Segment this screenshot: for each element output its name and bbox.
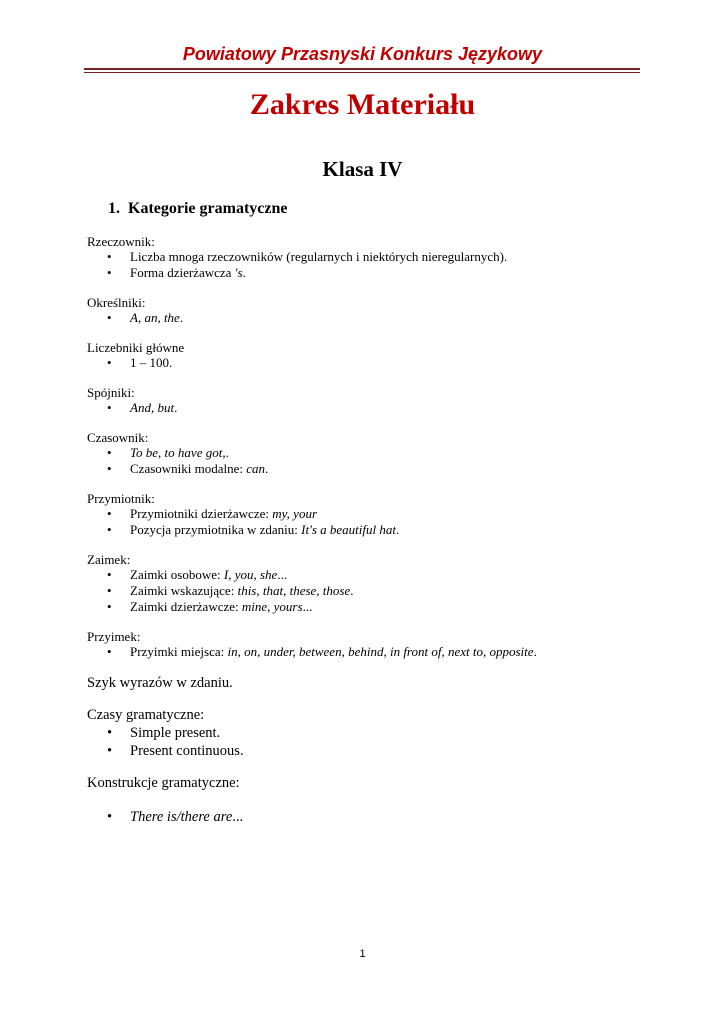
document-title: Zakres Materiału	[249, 88, 476, 121]
constructions-group	[87, 774, 647, 826]
item-trailing-text: ...	[277, 567, 288, 582]
item-text: Czasowniki modalne:	[130, 461, 247, 476]
bullet-item	[87, 400, 647, 416]
category-label: Określniki:	[87, 295, 146, 310]
constructions-spacer	[87, 792, 647, 808]
bullet-item	[87, 310, 647, 326]
category-items	[87, 310, 647, 326]
item-trailing-text: .	[174, 400, 178, 415]
category-items	[87, 400, 647, 416]
category-items	[87, 567, 647, 615]
item-text: Present continuous.	[130, 743, 244, 759]
category-group	[87, 430, 647, 477]
category-group	[87, 385, 647, 416]
bullet-item	[87, 808, 647, 826]
header-rule-thin	[84, 72, 640, 73]
item-trailing-text: .	[395, 522, 400, 537]
constructions-label: Konstrukcje gramatyczne:	[87, 775, 240, 791]
category-label: Liczebniki główne	[87, 340, 185, 355]
item-text: Zaimki wskazujące:	[130, 583, 238, 598]
item-italic-text: my, your	[272, 506, 318, 521]
category-label: Zaimek:	[87, 552, 131, 567]
item-italic-text: There is/there are	[130, 809, 233, 825]
bullet-item	[87, 742, 647, 760]
item-text: 1 – 100.	[130, 355, 173, 370]
item-text: Przyimki miejsca:	[130, 644, 228, 659]
tenses-list	[87, 724, 647, 760]
item-italic-text: in, on, under, between, behind, in front of, next to, opposite	[227, 644, 534, 659]
item-text: Pozycja przymiotnika w zdaniu:	[130, 522, 302, 537]
constructions-list	[87, 808, 647, 826]
page-header-title: Powiatowy Przasnyski Konkurs Językowy	[182, 44, 543, 64]
category-items	[87, 249, 647, 281]
bullet-item	[87, 644, 647, 660]
item-italic-text: 's	[234, 265, 243, 280]
category-label: Czasownik:	[87, 430, 149, 445]
section-title: Kategorie gramatyczne	[128, 200, 288, 217]
item-trailing-text: .	[533, 644, 537, 659]
header-rule-thick	[84, 68, 640, 70]
item-trailing-text: .	[179, 310, 184, 325]
item-text: Liczba mnoga rzeczowników (regularnych i niektórych nieregularnych).	[130, 249, 508, 264]
item-text: Zaimki osobowe:	[130, 567, 224, 582]
item-italic-text: this, that, these, those	[237, 583, 351, 598]
category-label: Przymiotnik:	[87, 491, 155, 506]
section-heading	[108, 200, 287, 218]
bullet-item	[87, 506, 647, 522]
category-label: Spójniki:	[87, 385, 135, 400]
grammar-categories	[87, 234, 647, 660]
bullet-item	[87, 583, 647, 599]
category-group	[87, 552, 647, 615]
item-trailing-text: .	[225, 445, 229, 460]
item-italic-text: To be, to have got,	[130, 445, 226, 460]
item-italic-text: mine, yours	[241, 599, 303, 614]
item-trailing-text: .	[265, 461, 269, 476]
category-label: Przyimek:	[87, 629, 141, 644]
bullet-item	[87, 355, 647, 371]
bullet-item	[87, 724, 647, 742]
bullet-item	[87, 461, 647, 477]
item-text: Przymiotniki dzierżawcze:	[130, 506, 273, 521]
category-group	[87, 295, 647, 326]
section-number: 1.	[108, 200, 120, 217]
category-group	[87, 629, 647, 660]
category-items	[87, 506, 647, 538]
bullet-item	[87, 567, 647, 583]
bullet-item	[87, 599, 647, 615]
bullet-item	[87, 249, 647, 265]
page-number: 1	[359, 948, 366, 960]
bullet-item	[87, 445, 647, 461]
bullet-item	[87, 265, 647, 281]
item-text: Forma dzierżawcza	[130, 265, 235, 280]
content	[87, 234, 647, 840]
word-order-line: Szyk wyrazów w zdaniu.	[87, 675, 233, 691]
item-trailing-text: .	[350, 583, 354, 598]
tenses-label: Czasy gramatyczne:	[87, 707, 205, 723]
item-italic-text: can	[246, 461, 266, 476]
category-label: Rzeczownik:	[87, 234, 155, 249]
item-text: Simple present.	[130, 725, 221, 741]
item-italic-text: A, an, the	[130, 310, 180, 325]
tenses-group	[87, 706, 647, 760]
category-items	[87, 355, 647, 371]
item-italic-text: It's a beautiful hat	[301, 522, 396, 537]
item-italic-text: I, you, she	[223, 567, 278, 582]
item-trailing-text: ...	[232, 809, 244, 825]
category-group	[87, 491, 647, 538]
bullet-item	[87, 522, 647, 538]
item-italic-text: And, but	[130, 400, 175, 415]
class-heading: Klasa IV	[322, 157, 403, 181]
item-trailing-text: .	[242, 265, 246, 280]
category-group	[87, 340, 647, 371]
category-items	[87, 445, 647, 477]
item-text: Zaimki dzierżawcze:	[130, 599, 242, 614]
category-group	[87, 234, 647, 281]
item-trailing-text: ...	[302, 599, 313, 614]
category-items	[87, 644, 647, 660]
